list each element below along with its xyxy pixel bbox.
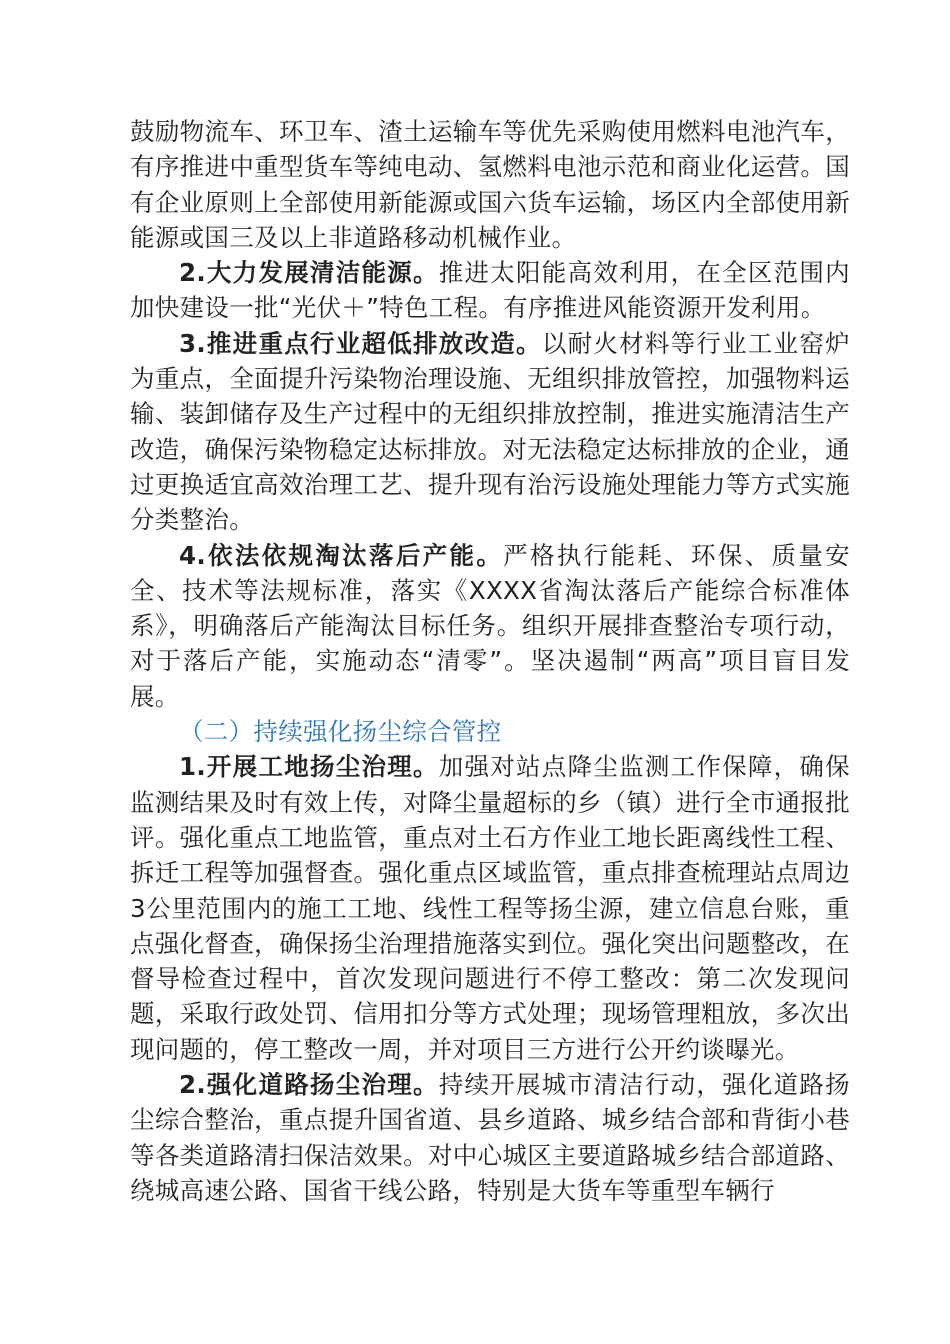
paragraph-body: 推进太阳能高效利用，在全区范围内加快建设一批“光伏＋”特色工程。有序推进风能资源开发利用。 (130, 258, 850, 323)
paragraph-site-dust (130, 749, 850, 1067)
section-heading: （二）持续强化扬尘综合管控 (179, 717, 502, 747)
paragraph-lead: 3.推进重点行业超低排放改造。 (179, 328, 542, 358)
paragraph-lead: 1.开展工地扬尘治理。 (179, 752, 439, 782)
paragraph-body: 持续开展城市清洁行动，强化道路扬尘综合整治，重点提升国省道、县乡道路、城乡结合部和背街小巷等各类道路清扫保洁效果。对中心城区主要道路城乡结合部道路、绕城高速公路、国省干线公路，特别是大货车等重型车辆行 (130, 1070, 850, 1205)
paragraph-body: 严格执行能耗、环保、质量安全、技术等法规标准，落实《XXXX省淘汰落后产能综合标准体系》，明确落后产能淘汰目标任务。组织开展排查整治专项行动，对于落后产能，实施动态“清零”。坚决遏制“两高”项目盲目发展。 (130, 540, 850, 711)
paragraph-lead: 2.大力发展清洁能源。 (179, 258, 439, 288)
paragraph-lead: 2.强化道路扬尘治理。 (179, 1070, 439, 1100)
paragraph-ultra-low-emission (130, 326, 850, 538)
paragraph-road-dust (130, 1067, 850, 1208)
document-page (130, 114, 850, 1208)
paragraph-body: 加强对站点降尘监测工作保障，确保监测结果及时有效上传，对降尘量超标的乡（镇）进行全市通报批评。强化重点工地监管，重点对土石方作业工地长距离线性工程、拆迁工程等加强督查。强化重点区域监管，重点排查梳理站点周边3公里范围内的施工工地、线性工程等扬尘源，建立信息台账，重点强化督查，确保扬尘治理措施落实到位。强化突出问题整改，在督导检查过程中，首次发现问题进行不停工整改：第二次发现问题，采取行政处罚、信用扣分等方式处理；现场管理粗放，多次出现问题的，停工整改一周，并对项目三方进行公开约谈曝光。 (130, 752, 850, 1064)
paragraph-body: 以耐火材料等行业工业窑炉为重点，全面提升污染物治理设施、无组织排放管控，加强物料运输、装卸储存及生产过程中的无组织排放控制，推进实施清洁生产改造，确保污染物稳定达标排放。对无法稳定达标排放的企业，通过更换适宜高效治理工艺、提升现有治污设施处理能力等方式实施分类整治。 (130, 328, 850, 535)
paragraph-eliminate-capacity (130, 538, 850, 714)
paragraph-lead: 4.依法依规淘汰落后产能。 (179, 540, 504, 570)
paragraph-clean-energy (130, 255, 850, 326)
paragraph-continued: 鼓励物流车、环卫车、渣土运输车等优先采购使用燃料电池汽车，有序推进中重型货车等纯电动、氢燃料电池示范和商业化运营。国有企业原则上全部使用新能源或国六货车运输，场区内全部使用新能源或国三及以上非道路移动机械作业。 (130, 117, 850, 252)
